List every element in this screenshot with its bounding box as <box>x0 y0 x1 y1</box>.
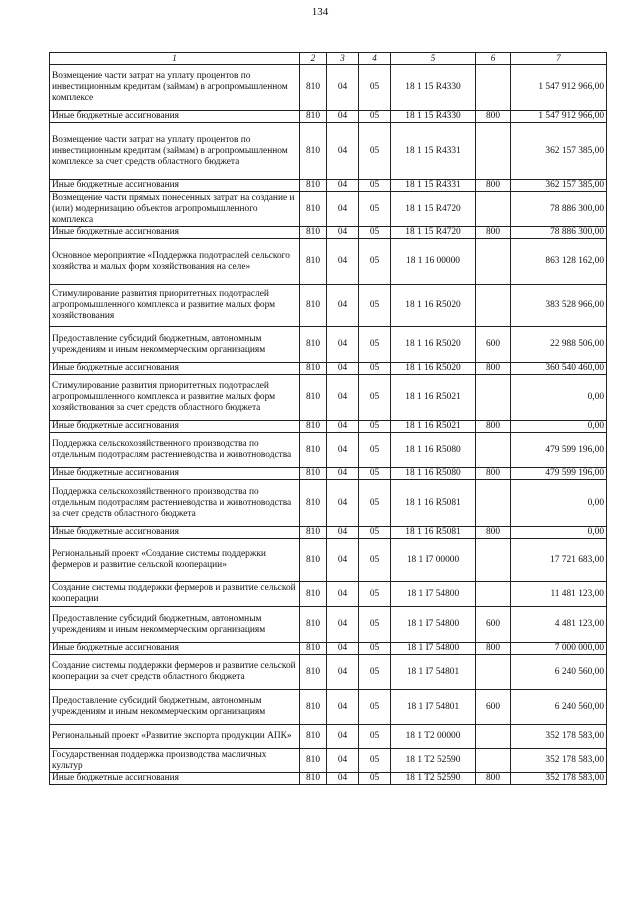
row-target-article: 18 1 15 R4331 <box>391 180 476 192</box>
row-expense-type <box>476 480 511 527</box>
row-target-article: 18 1 16 R5020 <box>391 327 476 363</box>
table-row <box>50 539 607 582</box>
table-row <box>50 192 607 227</box>
row-ved-code: 810 <box>300 192 327 227</box>
row-amount: 6 240 560,00 <box>511 690 607 725</box>
row-amount: 360 540 460,00 <box>511 363 607 375</box>
row-ved-code: 810 <box>300 749 327 773</box>
column-header: 2 <box>300 53 327 65</box>
row-section-code: 04 <box>327 227 359 239</box>
row-target-article: 18 1 16 R5021 <box>391 421 476 433</box>
table-row <box>50 285 607 327</box>
row-amount: 479 599 196,00 <box>511 433 607 468</box>
row-target-article: 18 1 I7 54800 <box>391 582 476 607</box>
row-ved-code: 810 <box>300 725 327 749</box>
row-amount: 0,00 <box>511 527 607 539</box>
row-amount: 0,00 <box>511 421 607 433</box>
row-amount: 863 128 162,00 <box>511 239 607 285</box>
row-name: Иные бюджетные ассигнования <box>50 468 300 480</box>
table-row <box>50 582 607 607</box>
row-expense-type <box>476 582 511 607</box>
row-expense-type <box>476 725 511 749</box>
row-subsection-code: 05 <box>359 468 391 480</box>
row-expense-type <box>476 655 511 690</box>
row-ved-code: 810 <box>300 527 327 539</box>
row-section-code: 04 <box>327 111 359 123</box>
row-name: Создание системы поддержки фермеров и развитие сельской кооперации за счет средств областного бюджета <box>50 655 300 690</box>
table-row <box>50 749 607 773</box>
row-name: Иные бюджетные ассигнования <box>50 421 300 433</box>
row-name: Предоставление субсидий бюджетным, автономным учреждениям и иным некоммерческим организациям <box>50 607 300 643</box>
row-section-code: 04 <box>327 239 359 285</box>
row-subsection-code: 05 <box>359 327 391 363</box>
row-ved-code: 810 <box>300 539 327 582</box>
row-subsection-code: 05 <box>359 607 391 643</box>
row-ved-code: 810 <box>300 773 327 785</box>
table-row <box>50 690 607 725</box>
row-ved-code: 810 <box>300 285 327 327</box>
row-section-code: 04 <box>327 773 359 785</box>
row-amount: 78 886 300,00 <box>511 227 607 239</box>
row-expense-type: 800 <box>476 643 511 655</box>
row-ved-code: 810 <box>300 239 327 285</box>
row-section-code: 04 <box>327 480 359 527</box>
row-ved-code: 810 <box>300 421 327 433</box>
row-expense-type <box>476 433 511 468</box>
row-subsection-code: 05 <box>359 539 391 582</box>
row-amount: 7 000 000,00 <box>511 643 607 655</box>
row-subsection-code: 05 <box>359 363 391 375</box>
row-target-article: 18 1 T2 00000 <box>391 725 476 749</box>
row-subsection-code: 05 <box>359 527 391 539</box>
row-name: Региональный проект «Создание системы поддержки фермеров и развитие сельской кооперации» <box>50 539 300 582</box>
table-row <box>50 725 607 749</box>
row-subsection-code: 05 <box>359 239 391 285</box>
row-amount: 362 157 385,00 <box>511 180 607 192</box>
row-section-code: 04 <box>327 527 359 539</box>
row-ved-code: 810 <box>300 227 327 239</box>
row-target-article: 18 1 15 R4720 <box>391 227 476 239</box>
row-target-article: 18 1 15 R4331 <box>391 123 476 180</box>
row-section-code: 04 <box>327 468 359 480</box>
row-amount: 352 178 583,00 <box>511 749 607 773</box>
row-section-code: 04 <box>327 285 359 327</box>
row-section-code: 04 <box>327 582 359 607</box>
row-ved-code: 810 <box>300 327 327 363</box>
row-amount: 17 721 683,00 <box>511 539 607 582</box>
row-subsection-code: 05 <box>359 375 391 421</box>
column-header: 1 <box>50 53 300 65</box>
row-subsection-code: 05 <box>359 749 391 773</box>
row-name: Стимулирование развития приоритетных подотраслей агропромышленного комплекса и развитие малых форм хозяйствования за счет средств областного бюджета <box>50 375 300 421</box>
table-row <box>50 607 607 643</box>
row-target-article: 18 1 16 R5081 <box>391 527 476 539</box>
row-name: Государственная поддержка производства масличных культур <box>50 749 300 773</box>
row-ved-code: 810 <box>300 655 327 690</box>
row-subsection-code: 05 <box>359 582 391 607</box>
row-name: Иные бюджетные ассигнования <box>50 527 300 539</box>
row-expense-type <box>476 749 511 773</box>
row-target-article: 18 1 I7 54801 <box>391 690 476 725</box>
column-header: 5 <box>391 53 476 65</box>
row-amount: 4 481 123,00 <box>511 607 607 643</box>
column-header: 6 <box>476 53 511 65</box>
row-target-article: 18 1 15 R4330 <box>391 65 476 111</box>
row-ved-code: 810 <box>300 363 327 375</box>
row-expense-type: 800 <box>476 527 511 539</box>
column-header: 3 <box>327 53 359 65</box>
row-expense-type <box>476 192 511 227</box>
table-row <box>50 468 607 480</box>
row-name: Поддержка сельскохозяйственного производства по отдельным подотраслям растениеводства и животноводства <box>50 433 300 468</box>
row-name: Иные бюджетные ассигнования <box>50 643 300 655</box>
table-row <box>50 527 607 539</box>
row-name: Иные бюджетные ассигнования <box>50 227 300 239</box>
row-name: Поддержка сельскохозяйственного производства по отдельным подотраслям растениеводства и животноводства за счет средств областного бюджета <box>50 480 300 527</box>
row-name: Иные бюджетные ассигнования <box>50 180 300 192</box>
row-section-code: 04 <box>327 690 359 725</box>
row-ved-code: 810 <box>300 111 327 123</box>
row-amount: 11 481 123,00 <box>511 582 607 607</box>
table-row <box>50 65 607 111</box>
row-subsection-code: 05 <box>359 421 391 433</box>
row-expense-type: 600 <box>476 327 511 363</box>
row-section-code: 04 <box>327 327 359 363</box>
row-subsection-code: 05 <box>359 285 391 327</box>
table-row <box>50 363 607 375</box>
table-row <box>50 421 607 433</box>
row-name: Возмещение части затрат на уплату процентов по инвестиционным кредитам (займам) в агропромышленном комплексе <box>50 65 300 111</box>
row-subsection-code: 05 <box>359 123 391 180</box>
row-amount: 22 988 506,00 <box>511 327 607 363</box>
row-subsection-code: 05 <box>359 111 391 123</box>
table-row <box>50 375 607 421</box>
page-number: 134 <box>311 6 329 18</box>
row-target-article: 18 1 15 R4330 <box>391 111 476 123</box>
row-ved-code: 810 <box>300 468 327 480</box>
row-ved-code: 810 <box>300 480 327 527</box>
row-ved-code: 810 <box>300 690 327 725</box>
row-section-code: 04 <box>327 655 359 690</box>
row-expense-type: 800 <box>476 111 511 123</box>
row-expense-type: 600 <box>476 607 511 643</box>
row-target-article: 18 1 I7 54801 <box>391 655 476 690</box>
column-header: 4 <box>359 53 391 65</box>
row-section-code: 04 <box>327 421 359 433</box>
row-expense-type: 800 <box>476 180 511 192</box>
table-row <box>50 433 607 468</box>
row-target-article: 18 1 I7 00000 <box>391 539 476 582</box>
row-name: Предоставление субсидий бюджетным, автономным учреждениям и иным некоммерческим организациям <box>50 690 300 725</box>
table-row <box>50 239 607 285</box>
row-subsection-code: 05 <box>359 725 391 749</box>
table-row <box>50 227 607 239</box>
row-amount: 352 178 583,00 <box>511 773 607 785</box>
row-subsection-code: 05 <box>359 192 391 227</box>
row-ved-code: 810 <box>300 65 327 111</box>
row-expense-type <box>476 539 511 582</box>
row-expense-type: 800 <box>476 363 511 375</box>
row-name: Предоставление субсидий бюджетным, автономным учреждениям и иным некоммерческим организациям <box>50 327 300 363</box>
row-amount: 6 240 560,00 <box>511 655 607 690</box>
row-target-article: 18 1 I7 54800 <box>391 607 476 643</box>
row-target-article: 18 1 I7 54800 <box>391 643 476 655</box>
row-ved-code: 810 <box>300 643 327 655</box>
row-section-code: 04 <box>327 539 359 582</box>
row-amount: 0,00 <box>511 375 607 421</box>
table-row <box>50 643 607 655</box>
row-section-code: 04 <box>327 433 359 468</box>
row-ved-code: 810 <box>300 433 327 468</box>
row-expense-type <box>476 123 511 180</box>
row-amount: 1 547 912 966,00 <box>511 111 607 123</box>
row-subsection-code: 05 <box>359 690 391 725</box>
table-row <box>50 123 607 180</box>
row-amount: 1 547 912 966,00 <box>511 65 607 111</box>
table-row <box>50 773 607 785</box>
column-header: 7 <box>511 53 607 65</box>
row-section-code: 04 <box>327 363 359 375</box>
row-section-code: 04 <box>327 375 359 421</box>
row-target-article: 18 1 16 R5081 <box>391 480 476 527</box>
row-section-code: 04 <box>327 607 359 643</box>
row-target-article: 18 1 16 00000 <box>391 239 476 285</box>
row-expense-type: 800 <box>476 468 511 480</box>
row-name: Региональный проект «Развитие экспорта продукции АПК» <box>50 725 300 749</box>
row-expense-type: 800 <box>476 227 511 239</box>
row-section-code: 04 <box>327 749 359 773</box>
row-expense-type: 800 <box>476 421 511 433</box>
row-subsection-code: 05 <box>359 180 391 192</box>
table-row <box>50 480 607 527</box>
row-amount: 0,00 <box>511 480 607 527</box>
row-section-code: 04 <box>327 65 359 111</box>
row-section-code: 04 <box>327 725 359 749</box>
row-amount: 383 528 966,00 <box>511 285 607 327</box>
row-name: Стимулирование развития приоритетных подотраслей агропромышленного комплекса и развитие малых форм хозяйствования <box>50 285 300 327</box>
row-expense-type <box>476 375 511 421</box>
row-name: Возмещение части прямых понесенных затрат на создание и (или) модернизацию объектов агропромышленного комплекса <box>50 192 300 227</box>
row-ved-code: 810 <box>300 123 327 180</box>
row-section-code: 04 <box>327 192 359 227</box>
row-target-article: 18 1 16 R5020 <box>391 285 476 327</box>
budget-table <box>49 52 607 785</box>
row-target-article: 18 1 16 R5021 <box>391 375 476 421</box>
row-target-article: 18 1 15 R4720 <box>391 192 476 227</box>
row-subsection-code: 05 <box>359 433 391 468</box>
row-amount: 362 157 385,00 <box>511 123 607 180</box>
row-expense-type <box>476 285 511 327</box>
row-name: Основное мероприятие «Поддержка подотраслей сельского хозяйства и малых форм хозяйствования на селе» <box>50 239 300 285</box>
row-target-article: 18 1 16 R5020 <box>391 363 476 375</box>
row-section-code: 04 <box>327 643 359 655</box>
row-section-code: 04 <box>327 123 359 180</box>
row-subsection-code: 05 <box>359 643 391 655</box>
row-name: Возмещение части затрат на уплату процентов по инвестиционным кредитам (займам) в агропромышленном комплексе за счет средств областного бюджета <box>50 123 300 180</box>
row-amount: 352 178 583,00 <box>511 725 607 749</box>
row-expense-type: 600 <box>476 690 511 725</box>
row-amount: 479 599 196,00 <box>511 468 607 480</box>
row-name: Иные бюджетные ассигнования <box>50 773 300 785</box>
table-row <box>50 180 607 192</box>
row-ved-code: 810 <box>300 582 327 607</box>
row-target-article: 18 1 16 R5080 <box>391 468 476 480</box>
row-ved-code: 810 <box>300 375 327 421</box>
table-row <box>50 327 607 363</box>
row-target-article: 18 1 T2 52590 <box>391 749 476 773</box>
row-expense-type <box>476 239 511 285</box>
row-ved-code: 810 <box>300 180 327 192</box>
row-expense-type <box>476 65 511 111</box>
row-subsection-code: 05 <box>359 65 391 111</box>
row-name: Иные бюджетные ассигнования <box>50 363 300 375</box>
row-amount: 78 886 300,00 <box>511 192 607 227</box>
column-number-row <box>50 53 607 65</box>
row-name: Создание системы поддержки фермеров и развитие сельской кооперации <box>50 582 300 607</box>
row-subsection-code: 05 <box>359 480 391 527</box>
row-ved-code: 810 <box>300 607 327 643</box>
table-row <box>50 111 607 123</box>
row-expense-type: 800 <box>476 773 511 785</box>
row-name: Иные бюджетные ассигнования <box>50 111 300 123</box>
row-target-article: 18 1 16 R5080 <box>391 433 476 468</box>
row-subsection-code: 05 <box>359 773 391 785</box>
row-target-article: 18 1 T2 52590 <box>391 773 476 785</box>
table-row <box>50 655 607 690</box>
row-subsection-code: 05 <box>359 227 391 239</box>
row-section-code: 04 <box>327 180 359 192</box>
row-subsection-code: 05 <box>359 655 391 690</box>
